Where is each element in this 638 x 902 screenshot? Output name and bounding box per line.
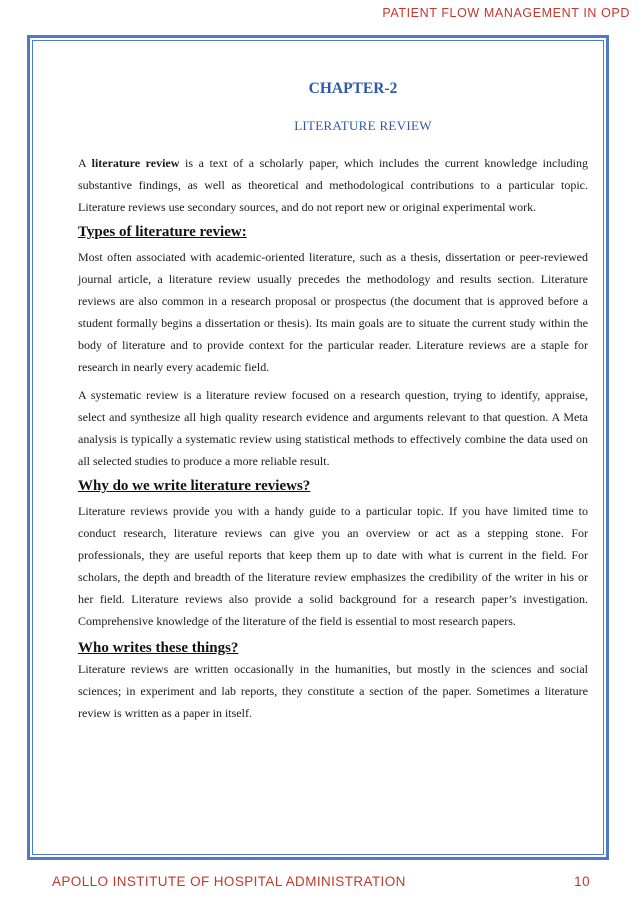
paragraph-types-2: A systematic review is a literature review focused on a research question, trying to identify, appraise, select and synthesize all high quality research evidence and arguments relevant to that question. A Meta analysis is typically a systematic review using statistical methods to effectively combine the data used on all selected studies to produce a more reliable result.	[78, 388, 588, 468]
section-heading-types: Types of literature review:	[78, 224, 247, 240]
running-header: PATIENT FLOW MANAGEMENT IN OPD	[382, 6, 630, 20]
paragraph-types-1: Most often associated with academic-oriented literature, such as a thesis, dissertation or peer-reviewed journal article, a literature review usually precedes the methodology and results section. Literature reviews are also common in a research proposal or prospectus (the document that is approved before a student formally begins a dissertation or thesis). Its main goals are to situate the current study within the body of literature and to provide context for the particular reader. Literature reviews are a staple for research in nearly every academic field.	[78, 250, 588, 374]
paragraph-why-1: Literature reviews provide you with a handy guide to a particular topic. If you have limited time to conduct research, literature reviews can give you an overview or act as a stepping stone. For professionals, they are useful reports that keep them up to date with what is current in the field. For scholars, the depth and breadth of the literature review emphasizes the credibility of the writer in his or her field. Literature reviews also provide a solid background for a research paper’s investigation. Comprehensive knowledge of the literature of the field is essential to most research papers.	[78, 504, 588, 628]
page-number: 10	[574, 874, 590, 889]
footer-institution: APOLLO INSTITUTE OF HOSPITAL ADMINISTRATION	[52, 874, 406, 889]
section-heading-who: Who writes these things?	[78, 640, 239, 656]
paragraph-who-1: Literature reviews are written occasionally in the humanities, but mostly in the sciences and social sciences; in experiment and lab reports, they constitute a section of the paper. Sometimes a literature review is written as a paper in itself.	[78, 662, 588, 720]
intro-term: literature review	[91, 156, 180, 170]
chapter-title: LITERATURE REVIEW	[294, 118, 432, 133]
page-body	[78, 80, 588, 730]
chapter-number: CHAPTER-2	[308, 80, 398, 97]
intro-text: is a text of a scholarly paper, which includes the current knowledge including substantive findings, as well as theoretical and methodological contributions to a particular topic. Literature reviews use secondary sources, and do not report new or original experimental work.	[78, 156, 588, 214]
section-heading-why: Why do we write literature reviews?	[78, 478, 311, 494]
page-footer	[52, 874, 590, 889]
intro-paragraph	[78, 152, 588, 218]
intro-lead: A	[78, 156, 92, 170]
